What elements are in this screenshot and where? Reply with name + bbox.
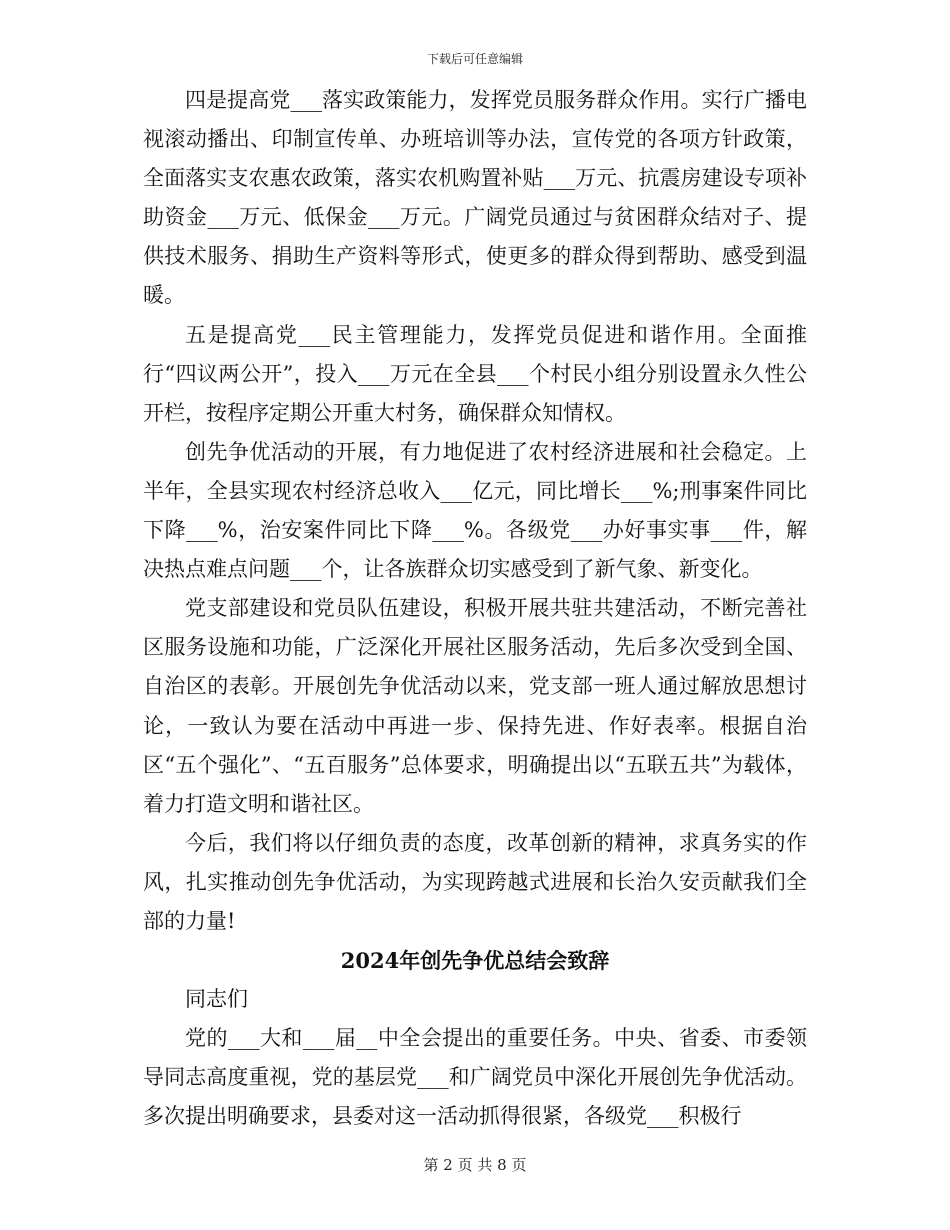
paragraph-party-branch: 党支部建设和党员队伍建设，积极开展共驻共建活动，不断完善社区服务设施和功能，广泛深化开展社区服务活动，先后多次受到全国、自治区的表彰。开展创先争优活动以来，党支部一班人通过解放思想讨论，一致认为要在活动中再进一步、保持先进、作好表率。根据自治区“五个强化”、“五百服务”总体要求，明确提出以“五联五共”为载体，着力打造文明和谐社区。 <box>143 596 807 816</box>
section-paragraph: 党的___大和___届__中全会提出的重要任务。中央、省委、市委领导同志高度重视，党的基层党___和广阔党员中深化开展创先争优活动。多次提出明确要求，县委对这一活动抓得很紧，各级党___积极行 <box>143 1026 807 1129</box>
paragraph-four: 四是提高党___落实政策能力，发挥党员服务群众作用。实行广播电视滚动播出、印制宣传单、办班培训等办法，宣传党的各项方针政策，全面落实支农惠农政策，落实农机购置补贴___万元、抗震房建设专项补助资金___万元、低保金___万元。广阔党员通过与贫困群众结对子、提供技术服务、捐助生产资料等形式，使更多的群众得到帮助、感受到温暖。 <box>143 88 807 308</box>
document-body <box>143 81 807 1137</box>
page-number: 第 2 页 共 8 页 <box>423 1156 527 1174</box>
paragraph-results: 创先争优活动的开展，有力地促进了农村经济进展和社会稳定。上半年，全县实现农村经济总收入___亿元，同比增长___%;刑事案件同比下降___%，治安案件同比下降___%。各级党___办好事实事___件，解决热点难点问题___个，让各族群众切实感受到了新气象、新变化。 <box>143 439 807 582</box>
section-title: 2024年创先争优总结会致辞 <box>340 948 610 974</box>
paragraph-future: 今后，我们将以仔细负责的态度，改革创新的精神，求真务实的作风，扎实推动创先争优活动，为实现跨越式进展和长治久安贡献我们全部的力量! <box>143 830 807 933</box>
page-header-note: 下载后可任意编辑 <box>426 52 523 66</box>
paragraph-five: 五是提高党___民主管理能力，发挥党员促进和谐作用。全面推行“四议两公开”，投入___万元在全县___个村民小组分别设置永久性公开栏，按程序定期公开重大村务，确保群众知情权。 <box>143 322 807 425</box>
section-greeting: 同志们 <box>185 987 248 1012</box>
